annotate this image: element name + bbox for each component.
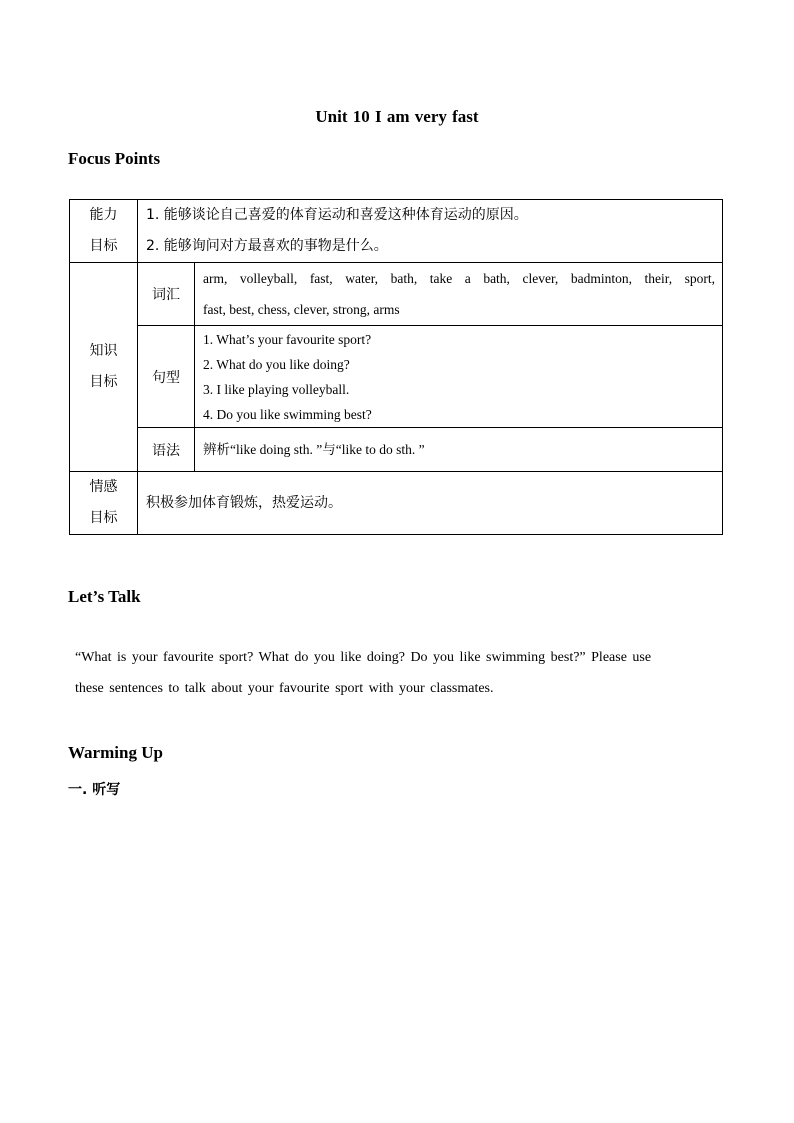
ability-content xyxy=(138,200,723,263)
sentences-label: 句型 xyxy=(138,326,195,428)
ability-line: 2. 能够询问对方最喜欢的事物是什么。 xyxy=(146,238,388,254)
sentence-line: 1. What’s your favourite sport? xyxy=(203,331,372,347)
focus-points-table xyxy=(69,199,723,535)
grammar-label: 语法 xyxy=(138,428,195,472)
category-ability: 能力 目标 xyxy=(70,200,138,263)
talk-line: “What is your favourite sport? What do you like doing? Do you like swimming best?” Please use xyxy=(75,650,652,665)
table-row-sentences xyxy=(70,326,723,428)
ability-line: 1. 能够谈论自己喜爱的体育运动和喜爱这种体育运动的原因。 xyxy=(146,207,528,223)
table-row-grammar xyxy=(70,428,723,472)
sentence-line: 4. Do you like swimming best? xyxy=(203,406,372,422)
sentence-line: 3. I like playing volleyball. xyxy=(203,381,350,397)
warming-up-heading: Warming Up xyxy=(68,743,163,762)
emotion-line: 积极参加体育锻炼，热爱运动。 xyxy=(146,495,342,511)
sentence-line: 2. What do you like doing? xyxy=(203,356,350,372)
lets-talk-heading: Let’s Talk xyxy=(68,587,141,606)
table-row-ability xyxy=(70,200,723,263)
table-row-emotion xyxy=(70,472,723,535)
vocabulary-line: fast, best, chess, clever, strong, arms xyxy=(203,302,400,317)
grammar-line: 辨析“like doing sth. ”与“like to do sth. ” xyxy=(203,441,425,457)
focus-points-heading: Focus Points xyxy=(68,149,161,168)
emotion-content xyxy=(138,472,723,535)
vocabulary-content xyxy=(195,263,723,326)
page-title: Unit 10 I am very fast xyxy=(315,107,479,126)
category-emotion: 情感 目标 xyxy=(70,472,138,535)
vocabulary-line: arm, volleyball, fast, water, bath, take a bath, clever, badminton, their, sport, xyxy=(203,271,715,286)
grammar-content xyxy=(195,428,723,472)
sentences-content xyxy=(195,326,723,428)
vocabulary-label: 词汇 xyxy=(138,263,195,326)
table-row-vocabulary xyxy=(70,263,723,326)
talk-line: these sentences to talk about your favourite sport with your classmates. xyxy=(75,681,494,696)
talk-paragraph xyxy=(75,642,699,704)
category-knowledge: 知识 目标 xyxy=(70,263,138,472)
dictation-heading: 一. 听写 xyxy=(68,782,121,798)
